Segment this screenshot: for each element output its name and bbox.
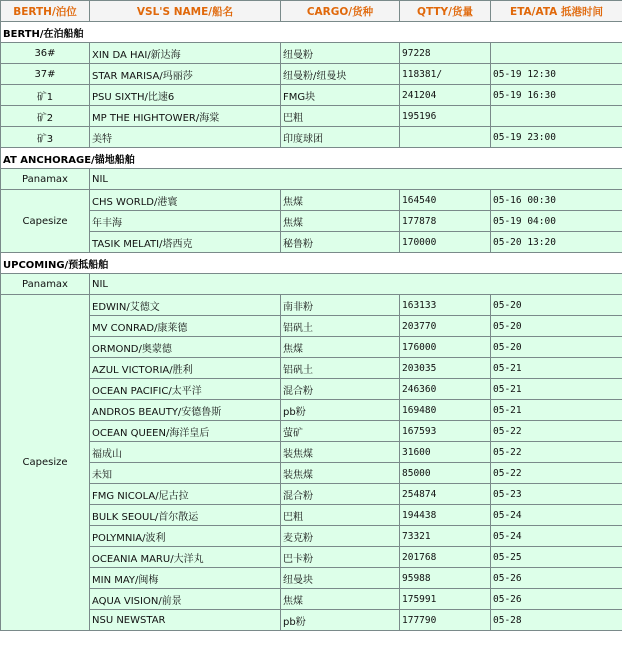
cargo-type: 焦煤	[281, 589, 400, 610]
header-cargo: CARGO/货种	[281, 1, 400, 22]
quantity: 169480	[400, 400, 491, 421]
vessel-class-capesize: Capesize	[1, 295, 90, 631]
vessel-name: POLYMNIA/波利	[90, 526, 281, 547]
table-row	[1, 547, 622, 568]
table-row	[1, 568, 622, 589]
quantity: 241204	[400, 85, 491, 106]
vessel-name: TASIK MELATI/塔西克	[90, 232, 281, 253]
table-row	[1, 505, 622, 526]
eta-time: 05-26	[491, 568, 622, 589]
cargo-type: FMG块	[281, 85, 400, 106]
section-title-upcoming: UPCOMING/预抵船舶	[1, 253, 622, 274]
quantity: 194438	[400, 505, 491, 526]
cargo-type: 装焦煤	[281, 442, 400, 463]
quantity: 95988	[400, 568, 491, 589]
eta-time: 05-19 12:30	[491, 64, 622, 85]
vessel-name: 福成山	[90, 442, 281, 463]
quantity: 164540	[400, 190, 491, 211]
cargo-type: 麦克粉	[281, 526, 400, 547]
quantity: 201768	[400, 547, 491, 568]
quantity: 254874	[400, 484, 491, 505]
quantity: 175991	[400, 589, 491, 610]
quantity: 170000	[400, 232, 491, 253]
vessel-name: 未知	[90, 463, 281, 484]
header-row	[1, 1, 622, 22]
cargo-type: 纽曼粉/纽曼块	[281, 64, 400, 85]
table-row	[1, 337, 622, 358]
table-row	[1, 358, 622, 379]
cargo-type: 铝矾土	[281, 358, 400, 379]
eta-time: 05-22	[491, 442, 622, 463]
berth-number: 矿2	[1, 106, 90, 127]
quantity: 85000	[400, 463, 491, 484]
cargo-type: 巴卡粉	[281, 547, 400, 568]
cargo-type: 秘鲁粉	[281, 232, 400, 253]
vessel-name: OCEANIA MARU/大洋丸	[90, 547, 281, 568]
table-row	[1, 190, 622, 211]
table-row	[1, 526, 622, 547]
cargo-type: 混合粉	[281, 379, 400, 400]
eta-time: 05-25	[491, 547, 622, 568]
quantity	[400, 127, 491, 148]
cargo-type: 焦煤	[281, 190, 400, 211]
eta-time: 05-19 16:30	[491, 85, 622, 106]
header-vessel-name: VSL'S NAME/船名	[90, 1, 281, 22]
cargo-type: 印度球团	[281, 127, 400, 148]
quantity: 203035	[400, 358, 491, 379]
eta-time: 05-21	[491, 400, 622, 421]
vessel-name: 年丰海	[90, 211, 281, 232]
vessel-name: EDWIN/艾德文	[90, 295, 281, 316]
table-row	[1, 316, 622, 337]
section-row-berth	[1, 22, 622, 43]
table-row	[1, 64, 622, 85]
cargo-type: pb粉	[281, 610, 400, 631]
eta-time: 05-22	[491, 463, 622, 484]
vessel-name: XIN DA HAI/新达海	[90, 43, 281, 64]
vessel-name: MIN MAY/闽梅	[90, 568, 281, 589]
eta-time: 05-20	[491, 337, 622, 358]
panamax-row	[1, 169, 622, 190]
table-row	[1, 295, 622, 316]
quantity: 177790	[400, 610, 491, 631]
eta-time: 05-24	[491, 505, 622, 526]
eta-time: 05-24	[491, 526, 622, 547]
section-row-anchorage	[1, 148, 622, 169]
eta-time: 05-26	[491, 589, 622, 610]
vessel-name: MV CONRAD/康莱德	[90, 316, 281, 337]
vessel-name: BULK SEOUL/首尔散运	[90, 505, 281, 526]
eta-time: 05-21	[491, 379, 622, 400]
quantity: 73321	[400, 526, 491, 547]
eta-time	[491, 106, 622, 127]
quantity: 97228	[400, 43, 491, 64]
cargo-type: 装焦煤	[281, 463, 400, 484]
table-row	[1, 127, 622, 148]
table-row	[1, 589, 622, 610]
eta-time: 05-19 04:00	[491, 211, 622, 232]
table-row	[1, 421, 622, 442]
quantity: 167593	[400, 421, 491, 442]
panamax-value: NIL	[90, 274, 622, 295]
cargo-type: 铝矾土	[281, 316, 400, 337]
panamax-value: NIL	[90, 169, 622, 190]
cargo-type: 南非粉	[281, 295, 400, 316]
cargo-type: 巴粗	[281, 106, 400, 127]
quantity: 176000	[400, 337, 491, 358]
eta-time: 05-21	[491, 358, 622, 379]
vessel-name: OCEAN PACIFIC/太平洋	[90, 379, 281, 400]
cargo-type: 焦煤	[281, 337, 400, 358]
vessel-name: PSU SIXTH/比速6	[90, 85, 281, 106]
berth-number: 36#	[1, 43, 90, 64]
eta-time: 05-23	[491, 484, 622, 505]
header-eta: ETA/ATA 抵港时间	[491, 1, 622, 22]
quantity: 246360	[400, 379, 491, 400]
eta-time: 05-28	[491, 610, 622, 631]
cargo-type: pb粉	[281, 400, 400, 421]
table-row	[1, 379, 622, 400]
header-berth: BERTH/泊位	[1, 1, 90, 22]
berth-number: 矿3	[1, 127, 90, 148]
vessel-name: AQUA VISION/前景	[90, 589, 281, 610]
eta-time: 05-20 13:20	[491, 232, 622, 253]
quantity: 203770	[400, 316, 491, 337]
table-row	[1, 610, 622, 631]
cargo-type: 萤矿	[281, 421, 400, 442]
eta-time: 05-16 00:30	[491, 190, 622, 211]
cargo-type: 焦煤	[281, 211, 400, 232]
vessel-name: ORMOND/奥蒙德	[90, 337, 281, 358]
table-row	[1, 442, 622, 463]
quantity: 195196	[400, 106, 491, 127]
vessel-name: CHS WORLD/港寰	[90, 190, 281, 211]
section-row-upcoming	[1, 253, 622, 274]
table-row	[1, 463, 622, 484]
vessel-name: STAR MARISA/玛丽莎	[90, 64, 281, 85]
vessel-class-panamax: Panamax	[1, 274, 90, 295]
eta-time: 05-22	[491, 421, 622, 442]
quantity: 118381/	[400, 64, 491, 85]
table-row	[1, 232, 622, 253]
eta-time	[491, 43, 622, 64]
berth-number: 矿1	[1, 85, 90, 106]
panamax-row	[1, 274, 622, 295]
table-row	[1, 85, 622, 106]
table-row	[1, 211, 622, 232]
quantity: 177878	[400, 211, 491, 232]
cargo-type: 混合粉	[281, 484, 400, 505]
cargo-type: 纽曼粉	[281, 43, 400, 64]
table-row	[1, 43, 622, 64]
vessel-class-panamax: Panamax	[1, 169, 90, 190]
eta-time: 05-20	[491, 295, 622, 316]
table-row	[1, 400, 622, 421]
vessel-name: ANDROS BEAUTY/安德鲁斯	[90, 400, 281, 421]
header-quantity: QTTY/货量	[400, 1, 491, 22]
section-title-anchorage: AT ANCHORAGE/锚地船舶	[1, 148, 622, 169]
eta-time: 05-19 23:00	[491, 127, 622, 148]
quantity: 163133	[400, 295, 491, 316]
table-row	[1, 106, 622, 127]
vessel-name: NSU NEWSTAR	[90, 610, 281, 631]
vessel-class-capesize: Capesize	[1, 190, 90, 253]
vessel-name: MP THE HIGHTOWER/海棠	[90, 106, 281, 127]
cargo-type: 巴粗	[281, 505, 400, 526]
cargo-type: 纽曼块	[281, 568, 400, 589]
vessel-name: FMG NICOLA/尼古拉	[90, 484, 281, 505]
berth-number: 37#	[1, 64, 90, 85]
eta-time: 05-20	[491, 316, 622, 337]
quantity: 31600	[400, 442, 491, 463]
vessel-name: AZUL VICTORIA/胜利	[90, 358, 281, 379]
section-title-berth: BERTH/在泊船舶	[1, 22, 622, 43]
table-row	[1, 484, 622, 505]
vessel-name: 美特	[90, 127, 281, 148]
vessel-name: OCEAN QUEEN/海洋皇后	[90, 421, 281, 442]
